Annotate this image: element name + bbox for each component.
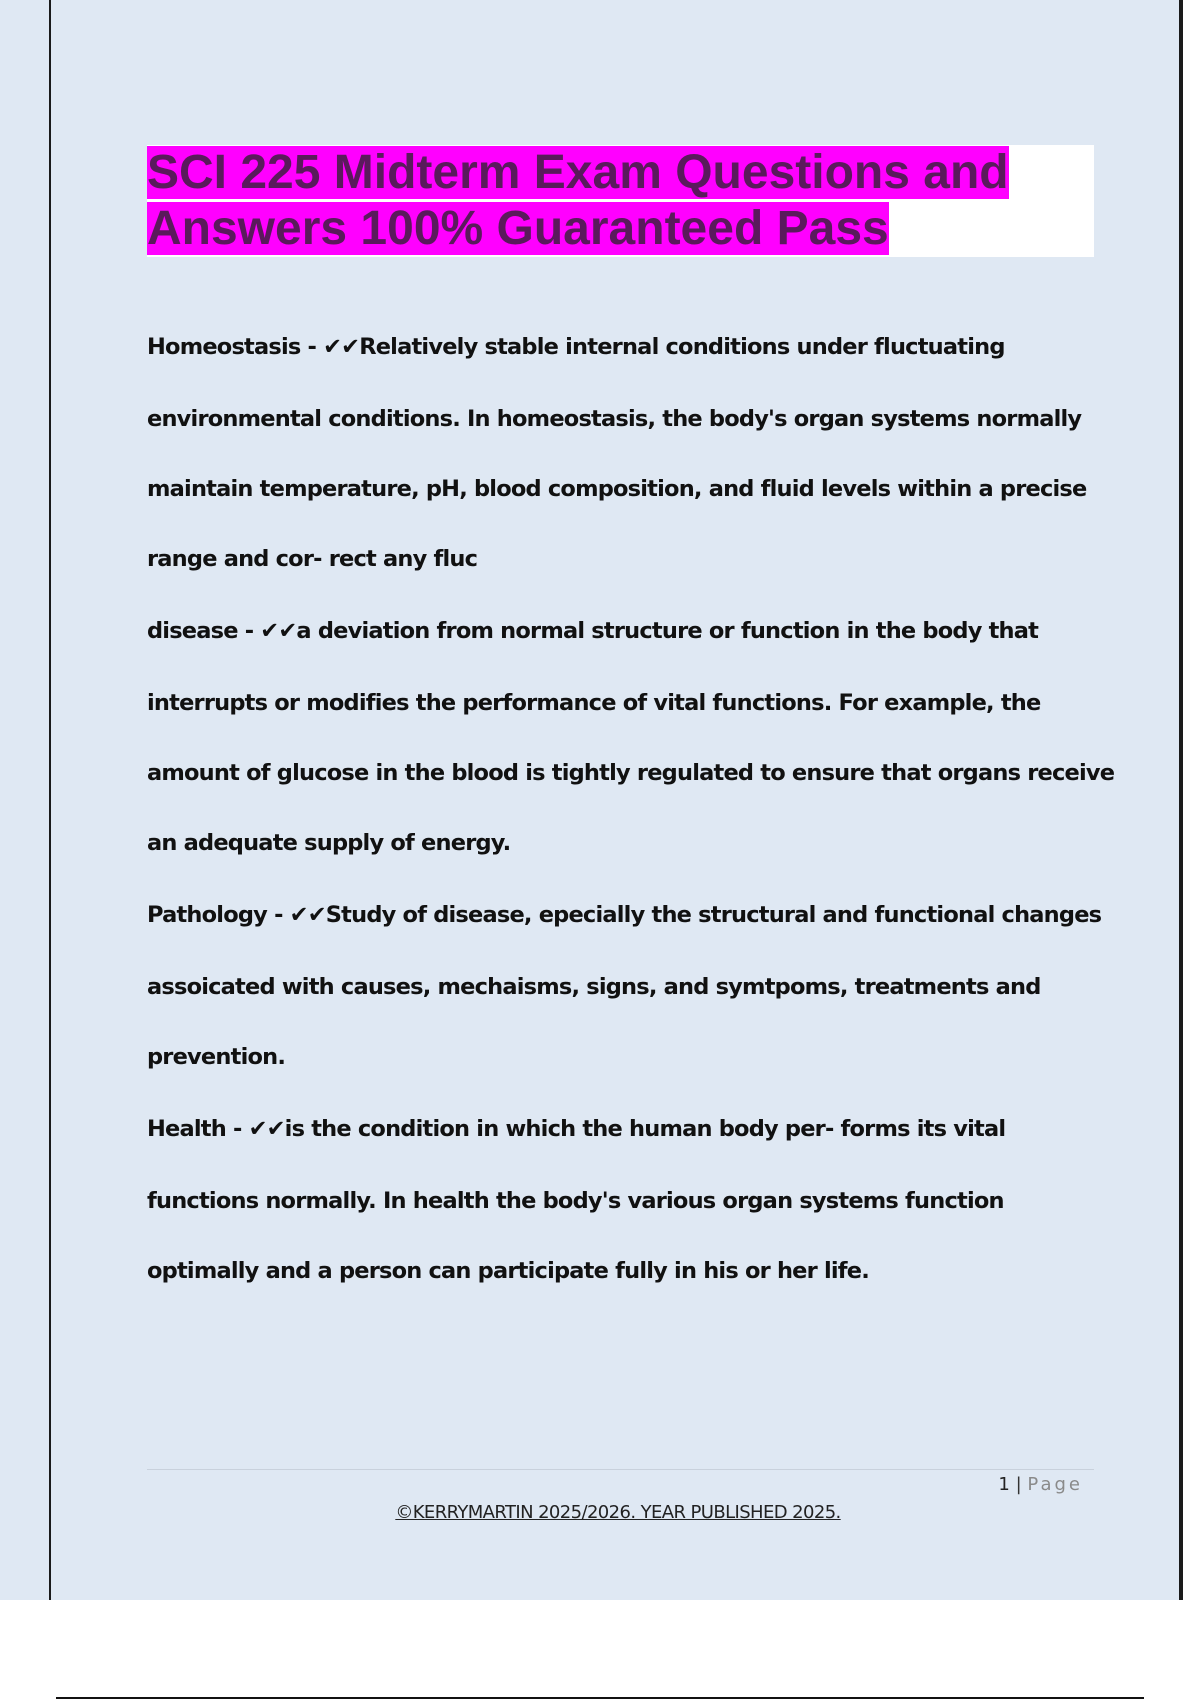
bottom-divider	[56, 1697, 1144, 1699]
entry-line: functions normally. In health the body's various organ systems function	[147, 1188, 1004, 1214]
entry-line: Health - ✔✔is the condition in which the human body per- forms its vital	[147, 1116, 1006, 1142]
entry-line: optimally and a person can participate fully in his or her life.	[147, 1258, 869, 1284]
title-line-2: Answers 100% Guaranteed Pass	[147, 202, 889, 255]
page-word: Page	[1027, 1474, 1083, 1495]
page-number-separator: |	[1015, 1474, 1022, 1495]
page-number-value: 1	[998, 1474, 1010, 1495]
entry-line: an adequate supply of energy.	[147, 830, 511, 856]
entry-health	[147, 1112, 1107, 1324]
entry-line: amount of glucose in the blood is tightly regulated to ensure that organs receive	[147, 760, 1115, 786]
document-body	[147, 330, 1115, 1324]
page-margin-left	[0, 0, 49, 1600]
document-title	[147, 145, 1094, 257]
title-box	[147, 145, 1094, 257]
page-number	[998, 1474, 1083, 1495]
entry-homeostasis	[147, 330, 1107, 614]
entry-line: interrupts or modifies the performance of vital functions. For example, the	[147, 690, 1041, 716]
copyright-notice: ©KERRYMARTIN 2025/2026. YEAR PUBLISHED 2025.	[395, 1502, 841, 1523]
title-line-1: SCI 225 Midterm Exam Questions and	[147, 146, 1009, 199]
entry-line: Homeostasis - ✔✔Relatively stable internal conditions under fluctuating	[147, 334, 1005, 360]
entry-line: prevention.	[147, 1044, 286, 1070]
entry-disease	[147, 614, 1115, 898]
entry-line: range and cor- rect any fluc	[147, 546, 478, 572]
entry-pathology	[147, 898, 1107, 1112]
entry-line: Pathology - ✔✔Study of disease, epecially the structural and functional changes	[147, 902, 1102, 928]
document-page	[49, 0, 1183, 1600]
entry-line: environmental conditions. In homeostasis, the body's organ systems normally	[147, 406, 1082, 432]
entry-line: assoicated with causes, mechaisms, signs, and symtpoms, treatments and	[147, 974, 1041, 1000]
footer-divider	[147, 1469, 1094, 1470]
entry-line: disease - ✔✔a deviation from normal structure or function in the body that	[147, 618, 1039, 644]
entry-line: maintain temperature, pH, blood composition, and fluid levels within a precise	[147, 476, 1087, 502]
